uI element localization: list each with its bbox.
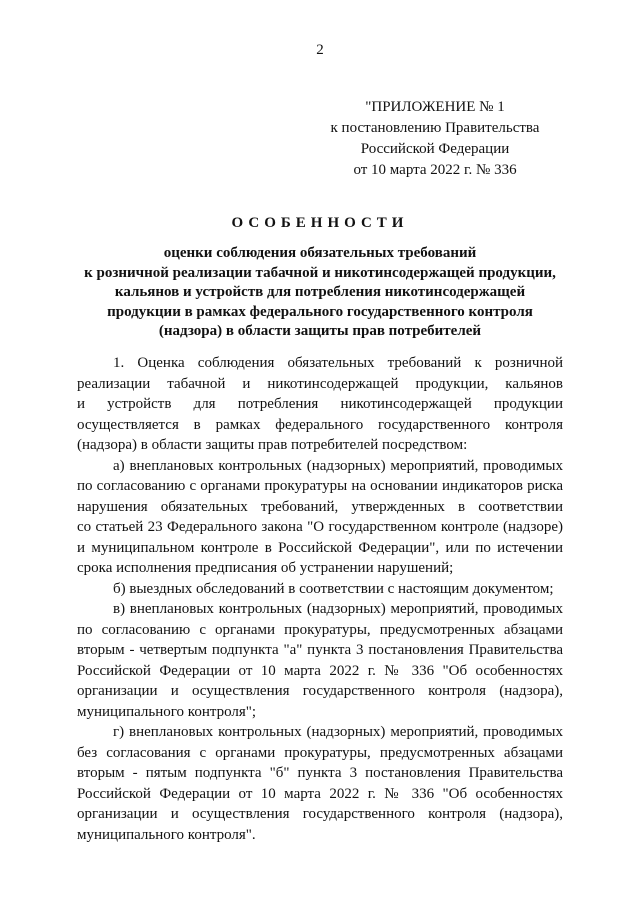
text-line: б) выездных обследований в соответствии с настоящим документом; bbox=[113, 580, 554, 597]
text-line: (надзора) в области защиты прав потребителей посредством: bbox=[77, 437, 468, 453]
text-line: без согласования с органами прокуратуры, предусмотренных абзацами bbox=[77, 744, 563, 761]
annex-line: от 10 марта 2022 г. № 336 bbox=[353, 162, 517, 178]
text-line: Российской Федерации от 10 марта 2022 г. № 336 "Об особенностях bbox=[77, 662, 563, 679]
text-line: и устройств для потребления никотинсодержащей продукции bbox=[77, 396, 563, 412]
page-number: 2 bbox=[316, 42, 324, 58]
text-line: вторым - четвертым подпункта "а" пункта 3 постановления Правительства bbox=[77, 642, 563, 658]
text-line: реализации табачной и никотинсодержащей продукции, кальянов bbox=[77, 375, 563, 392]
text-line: нарушения обязательных требований, утвержденных в соответствии bbox=[77, 498, 563, 515]
text-line: организации и осуществления государственного контроля (надзора), bbox=[77, 683, 563, 699]
text-line: в) внеплановых контрольных (надзорных) мероприятий, проводимых bbox=[113, 601, 563, 617]
paragraph-g bbox=[77, 722, 563, 845]
text-line: по согласованию с органами прокуратуры на основании индикаторов риска bbox=[77, 478, 563, 494]
subtitle-line: кальянов и устройств для потребления никотинсодержащей bbox=[114, 284, 526, 300]
text-line: срока исполнения предписания об устранении нарушений; bbox=[77, 560, 454, 576]
document-body bbox=[77, 353, 563, 845]
paragraph-a bbox=[77, 456, 563, 579]
text-line: по согласованию с органами прокуратуры, предусмотренных абзацами bbox=[77, 621, 563, 638]
text-line: организации и осуществления государственного контроля (надзора), bbox=[77, 806, 563, 822]
annex-line: "ПРИЛОЖЕНИЕ № 1 bbox=[365, 99, 505, 115]
annex-header bbox=[310, 97, 560, 181]
document-subtitle bbox=[70, 244, 570, 342]
text-line: со статьей 23 Федерального закона "О государственном контроле (надзоре) bbox=[77, 519, 563, 535]
subtitle-line: оценки соблюдения обязательных требований bbox=[163, 245, 477, 261]
paragraph-1 bbox=[77, 353, 563, 456]
text-line: а) внеплановых контрольных (надзорных) мероприятий, проводимых bbox=[113, 457, 563, 474]
subtitle-line: (надзора) в области защиты прав потребителей bbox=[158, 323, 482, 339]
paragraph-v bbox=[77, 599, 563, 722]
document-heading: ОСОБЕННОСТИ bbox=[231, 215, 409, 231]
text-line: Российской Федерации от 10 марта 2022 г. № 336 "Об особенностях bbox=[77, 785, 563, 802]
text-line: муниципального контроля"; bbox=[77, 703, 257, 720]
annex-line: к постановлению Правительства bbox=[330, 120, 540, 136]
text-line: 1. Оценка соблюдения обязательных требований к розничной bbox=[113, 355, 563, 371]
text-line: осуществляется в рамках федерального государственного контроля bbox=[77, 416, 563, 433]
annex-line: Российской Федерации bbox=[360, 141, 510, 157]
text-line: г) внеплановых контрольных (надзорных) мероприятий, проводимых bbox=[113, 724, 563, 740]
text-line: и муниципальном контроле в Российской Федерации", или по истечении bbox=[77, 539, 563, 556]
text-line: вторым - пятым подпункта "б" пункта 3 постановления Правительства bbox=[77, 765, 563, 781]
subtitle-line: к розничной реализации табачной и никотинсодержащей продукции, bbox=[84, 264, 556, 281]
subtitle-line: продукции в рамках федерального государственного контроля bbox=[107, 303, 533, 320]
paragraph-b bbox=[77, 579, 563, 600]
text-line: муниципального контроля". bbox=[77, 826, 256, 843]
